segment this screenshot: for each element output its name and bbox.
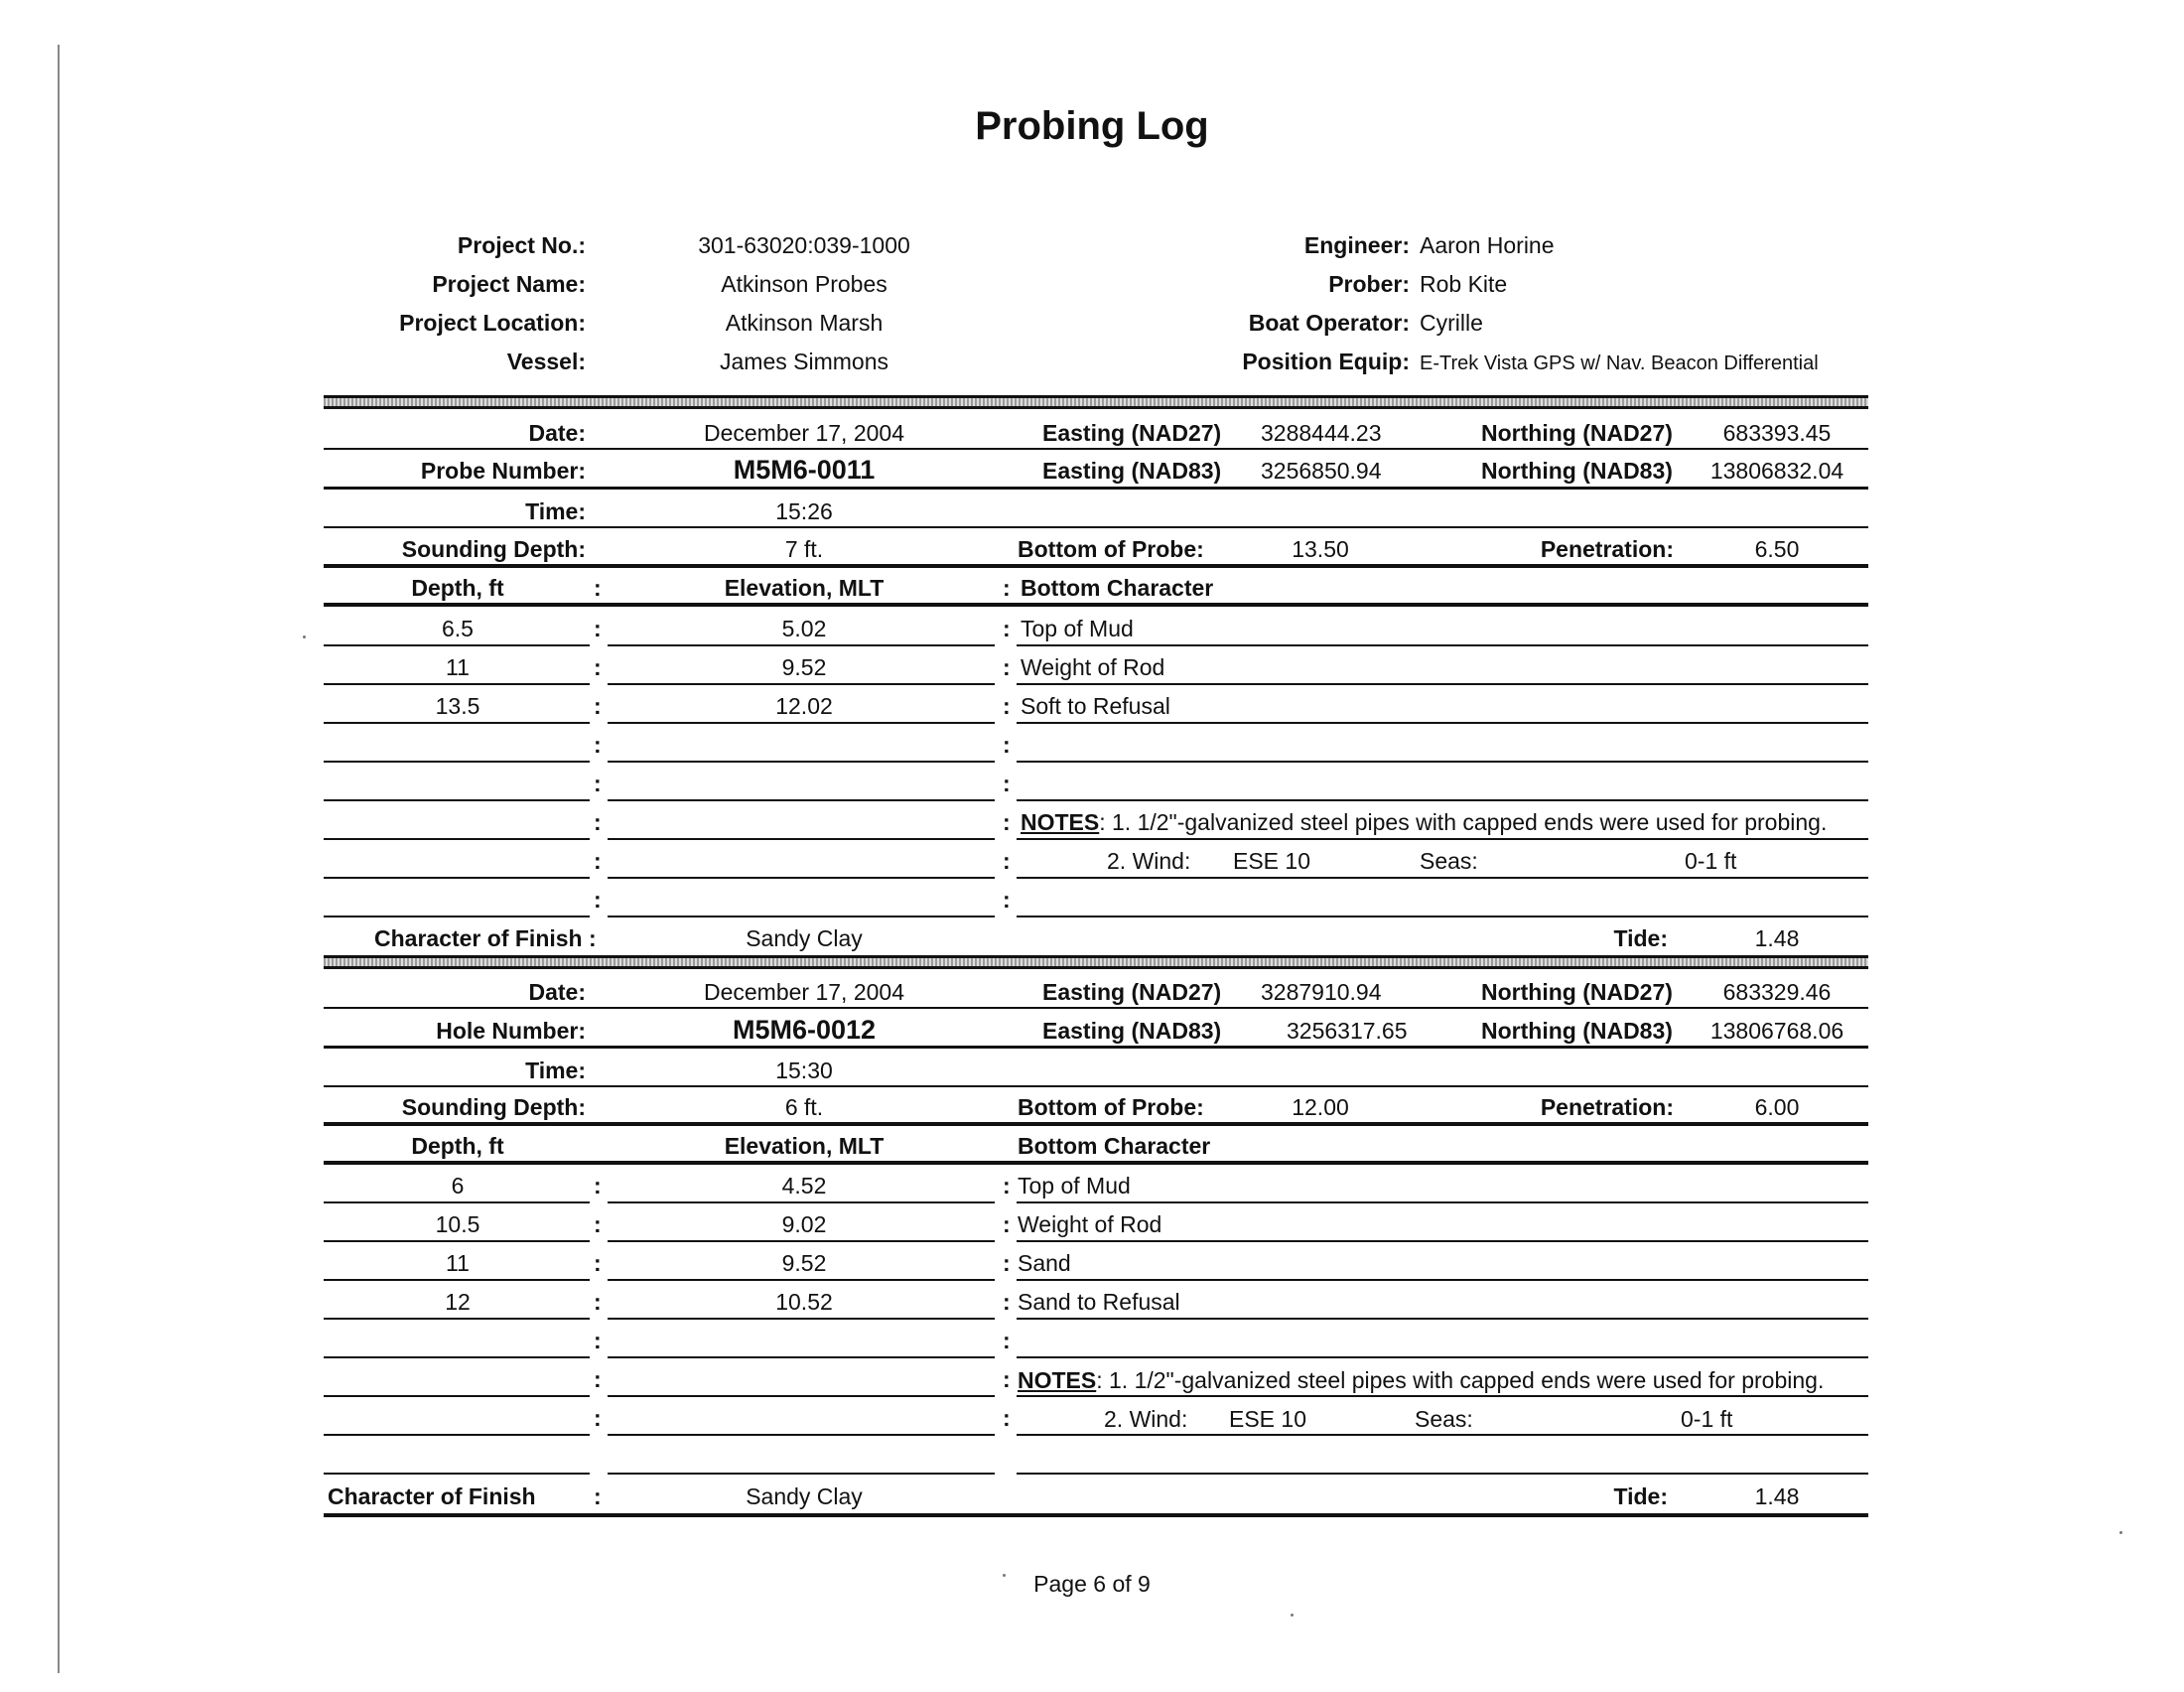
underline-rule <box>324 722 590 724</box>
northing83-value: 13806768.06 <box>1709 1018 1844 1044</box>
depth-cell: 11 <box>446 1250 470 1276</box>
colon: : <box>1003 693 1011 719</box>
scan-speck <box>2119 1531 2122 1534</box>
sounding-depth-value: 7 ft. <box>784 536 824 562</box>
colon: : <box>1003 575 1011 601</box>
easting27-label: Easting (NAD27) <box>1042 420 1222 446</box>
underline-rule <box>1017 877 1868 879</box>
colon: : <box>594 1366 602 1392</box>
underline-rule <box>1017 1473 1868 1475</box>
section-divider <box>324 955 1868 969</box>
notes-label: NOTES <box>1018 1367 1097 1393</box>
easting27-value: 3287910.94 <box>1261 979 1382 1005</box>
bottom-character-cell: Soft to Refusal <box>1021 693 1170 719</box>
character-of-finish-label: Character of Finish <box>328 1483 536 1509</box>
colon: : <box>594 1289 602 1315</box>
sounding-depth-value: 6 ft. <box>784 1094 824 1120</box>
row-rule <box>324 603 1868 607</box>
bottom-character-cell: Sand to Refusal <box>1018 1289 1180 1315</box>
boat-operator-value: Cyrille <box>1420 310 1483 336</box>
underline-rule <box>1017 1201 1868 1203</box>
depth-cell: 11 <box>446 654 470 680</box>
bottom-character-column-header: Bottom Character <box>1018 1133 1211 1159</box>
colon: : <box>594 848 602 874</box>
tide-value: 1.48 <box>1754 1483 1800 1509</box>
underline-rule <box>1017 838 1868 840</box>
underline-rule <box>1017 761 1868 763</box>
underline-rule <box>324 1240 590 1242</box>
notes-line-1 <box>1021 811 1827 834</box>
penetration-value: 6.00 <box>1754 1094 1800 1120</box>
colon: : <box>1003 848 1011 874</box>
project-name-value: Atkinson Probes <box>721 271 887 297</box>
depth-column-header: Depth, ft <box>411 575 504 601</box>
underline-rule <box>324 761 590 763</box>
northing27-label: Northing (NAD27) <box>1481 420 1673 446</box>
sounding-depth-label: Sounding Depth: <box>401 536 586 562</box>
depth-cell: 10.5 <box>435 1211 480 1237</box>
colon: : <box>1003 771 1011 796</box>
underline-rule <box>1017 683 1868 685</box>
penetration-label: Penetration: <box>1540 1094 1674 1120</box>
seas-value: 0-1 ft <box>1685 848 1737 874</box>
time-value: 15:26 <box>775 498 833 524</box>
easting27-value: 3288444.23 <box>1261 420 1382 446</box>
project-no-value: 301-63020:039-1000 <box>698 232 910 258</box>
notes-text: : 1. 1/2"-galvanized steel pipes with capped ends were used for probing. <box>1096 1367 1825 1393</box>
project-no-label: Project No.: <box>457 232 586 258</box>
colon: : <box>594 732 602 758</box>
page-number: Page 6 of 9 <box>1033 1571 1151 1597</box>
underline-rule <box>608 683 995 685</box>
colon: : <box>1003 1173 1011 1198</box>
scan-speck <box>1291 1614 1294 1617</box>
colon: : <box>594 693 602 719</box>
date-value: December 17, 2004 <box>703 420 904 446</box>
underline-rule <box>324 877 590 879</box>
northing27-label: Northing (NAD27) <box>1481 979 1673 1005</box>
underline-rule <box>324 1279 590 1281</box>
character-of-finish-value: Sandy Clay <box>746 925 863 951</box>
page-title: Probing Log <box>975 104 1209 148</box>
colon: : <box>1003 1211 1011 1237</box>
underline-rule <box>1017 722 1868 724</box>
colon: : <box>594 809 602 835</box>
bottom-of-probe-value: 12.00 <box>1292 1094 1349 1120</box>
underline-rule <box>608 1201 995 1203</box>
colon: : <box>1003 809 1011 835</box>
underline-rule <box>608 916 995 917</box>
probe-number-value: M5M6-0011 <box>733 455 876 485</box>
notes-text: : 1. 1/2"-galvanized steel pipes with capped ends were used for probing. <box>1099 809 1828 835</box>
date-value: December 17, 2004 <box>703 979 904 1005</box>
underline-rule <box>324 1395 590 1397</box>
bottom-character-cell: Top of Mud <box>1021 616 1134 641</box>
underline-rule <box>608 644 995 646</box>
seas-label: Seas: <box>1420 848 1478 874</box>
underline-rule <box>608 761 995 763</box>
section-divider <box>324 395 1868 409</box>
wind-label: 2. Wind: <box>1107 848 1191 874</box>
colon: : <box>1003 1289 1011 1315</box>
northing27-value: 683329.46 <box>1722 979 1832 1005</box>
bottom-character-cell: Weight of Rod <box>1018 1211 1162 1237</box>
depth-cell: 6.5 <box>442 616 474 641</box>
colon: : <box>594 616 602 641</box>
colon: : <box>594 1483 602 1509</box>
underline-rule <box>324 1473 590 1475</box>
elevation-column-header: Elevation, MLT <box>724 1133 885 1159</box>
depth-cell: 12 <box>445 1289 471 1315</box>
penetration-label: Penetration: <box>1540 536 1674 562</box>
easting83-label: Easting (NAD83) <box>1042 1018 1222 1044</box>
depth-cell: 6 <box>451 1173 465 1198</box>
bottom-character-cell: Top of Mud <box>1018 1173 1131 1198</box>
depth-cell: 13.5 <box>435 693 480 719</box>
underline-rule <box>324 1434 590 1436</box>
seas-value: 0-1 ft <box>1681 1406 1733 1432</box>
bottom-character-cell: Sand <box>1018 1250 1071 1276</box>
elevation-column-header: Elevation, MLT <box>724 575 885 601</box>
underline-rule <box>608 1240 995 1242</box>
colon: : <box>594 1328 602 1353</box>
colon: : <box>594 1173 602 1198</box>
engineer-value: Aaron Horine <box>1420 232 1555 258</box>
colon: : <box>1003 1328 1011 1353</box>
time-value: 15:30 <box>775 1058 833 1083</box>
hole-number-value: M5M6-0012 <box>732 1015 877 1045</box>
engineer-label: Engineer: <box>1303 232 1410 258</box>
position-equip-label: Position Equip: <box>1242 349 1410 374</box>
bottom-of-probe-label: Bottom of Probe: <box>1018 1094 1204 1120</box>
row-rule <box>324 1122 1868 1126</box>
elevation-cell: 12.02 <box>775 693 833 719</box>
date-label: Date: <box>528 979 586 1005</box>
colon: : <box>1003 1250 1011 1276</box>
row-rule <box>324 526 1868 528</box>
underline-rule <box>324 799 590 801</box>
underline-rule <box>608 1434 995 1436</box>
colon: : <box>594 654 602 680</box>
project-name-label: Project Name: <box>432 271 586 297</box>
character-of-finish-label: Character of Finish : <box>374 925 597 951</box>
elevation-cell: 10.52 <box>775 1289 833 1315</box>
prober-value: Rob Kite <box>1420 271 1508 297</box>
underline-rule <box>1017 1356 1868 1358</box>
bottom-of-probe-label: Bottom of Probe: <box>1018 536 1204 562</box>
underline-rule <box>608 1395 995 1397</box>
notes-line-1 <box>1018 1369 1824 1392</box>
elevation-cell: 9.52 <box>781 654 827 680</box>
colon: : <box>594 1250 602 1276</box>
bottom-character-cell: Weight of Rod <box>1021 654 1165 680</box>
underline-rule <box>1017 799 1868 801</box>
penetration-value: 6.50 <box>1754 536 1800 562</box>
position-equip-value: E-Trek Vista GPS w/ Nav. Beacon Differential <box>1420 352 1819 374</box>
hole-number-label: Hole Number: <box>436 1018 586 1044</box>
underline-rule <box>1017 1240 1868 1242</box>
scan-margin-line <box>58 45 60 1673</box>
bottom-of-probe-value: 13.50 <box>1292 536 1349 562</box>
elevation-cell: 9.02 <box>781 1211 827 1237</box>
seas-label: Seas: <box>1415 1406 1473 1432</box>
colon: : <box>1003 654 1011 680</box>
colon: : <box>1003 1405 1011 1431</box>
boat-operator-label: Boat Operator: <box>1248 310 1410 336</box>
elevation-cell: 9.52 <box>781 1250 827 1276</box>
colon: : <box>594 575 602 601</box>
character-of-finish-value: Sandy Clay <box>746 1483 863 1509</box>
colon: : <box>594 1405 602 1431</box>
row-rule <box>324 564 1868 568</box>
project-location-value: Atkinson Marsh <box>725 310 884 336</box>
sounding-depth-label: Sounding Depth: <box>401 1094 586 1120</box>
bottom-rule <box>324 1513 1868 1517</box>
tide-value: 1.48 <box>1754 925 1800 951</box>
underline-rule <box>1017 644 1868 646</box>
vessel-value: James Simmons <box>720 349 888 374</box>
underline-rule <box>324 1201 590 1203</box>
probe-number-label: Probe Number: <box>420 458 586 484</box>
row-rule <box>324 1007 1868 1009</box>
tide-label: Tide: <box>1613 1483 1668 1509</box>
row-rule <box>324 1085 1868 1087</box>
underline-rule <box>324 1318 590 1320</box>
colon: : <box>594 1211 602 1237</box>
underline-rule <box>1017 1279 1868 1281</box>
colon: : <box>594 771 602 796</box>
colon: : <box>1003 887 1011 913</box>
underline-rule <box>608 722 995 724</box>
project-location-label: Project Location: <box>399 310 586 336</box>
underline-rule <box>1017 1318 1868 1320</box>
depth-column-header: Depth, ft <box>411 1133 504 1159</box>
date-label: Date: <box>528 420 586 446</box>
wind-label: 2. Wind: <box>1104 1406 1188 1432</box>
vessel-label: Vessel: <box>506 349 586 374</box>
notes-label: NOTES <box>1021 809 1100 835</box>
colon: : <box>1003 616 1011 641</box>
tide-label: Tide: <box>1613 925 1668 951</box>
colon: : <box>594 887 602 913</box>
northing83-label: Northing (NAD83) <box>1481 458 1673 484</box>
colon: : <box>1003 1366 1011 1392</box>
underline-rule <box>1017 916 1868 917</box>
underline-rule <box>608 1473 995 1475</box>
northing83-label: Northing (NAD83) <box>1481 1018 1673 1044</box>
northing27-value: 683393.45 <box>1722 420 1832 446</box>
underline-rule <box>324 1356 590 1358</box>
underline-rule <box>324 644 590 646</box>
underline-rule <box>608 877 995 879</box>
underline-rule <box>324 683 590 685</box>
easting27-label: Easting (NAD27) <box>1042 979 1222 1005</box>
time-label: Time: <box>525 498 586 524</box>
underline-rule <box>608 1279 995 1281</box>
easting83-label: Easting (NAD83) <box>1042 458 1222 484</box>
underline-rule <box>608 1318 995 1320</box>
wind-value: ESE 10 <box>1229 1406 1306 1432</box>
scan-speck <box>303 635 306 638</box>
underline-rule <box>608 799 995 801</box>
elevation-cell: 5.02 <box>781 616 827 641</box>
underline-rule <box>1017 1434 1868 1436</box>
easting83-value: 3256850.94 <box>1261 458 1382 484</box>
prober-label: Prober: <box>1328 271 1410 297</box>
row-rule <box>324 448 1868 450</box>
underline-rule <box>608 838 995 840</box>
elevation-cell: 4.52 <box>781 1173 827 1198</box>
underline-rule <box>324 916 590 917</box>
bottom-character-column-header: Bottom Character <box>1021 575 1214 601</box>
row-rule <box>324 1046 1868 1049</box>
easting83-value: 3256317.65 <box>1287 1018 1408 1044</box>
underline-rule <box>1017 1395 1868 1397</box>
row-rule <box>324 487 1868 490</box>
underline-rule <box>608 1356 995 1358</box>
time-label: Time: <box>525 1058 586 1083</box>
colon: : <box>1003 732 1011 758</box>
row-rule <box>324 1161 1868 1165</box>
underline-rule <box>324 838 590 840</box>
northing83-value: 13806832.04 <box>1709 458 1844 484</box>
wind-value: ESE 10 <box>1233 848 1310 874</box>
